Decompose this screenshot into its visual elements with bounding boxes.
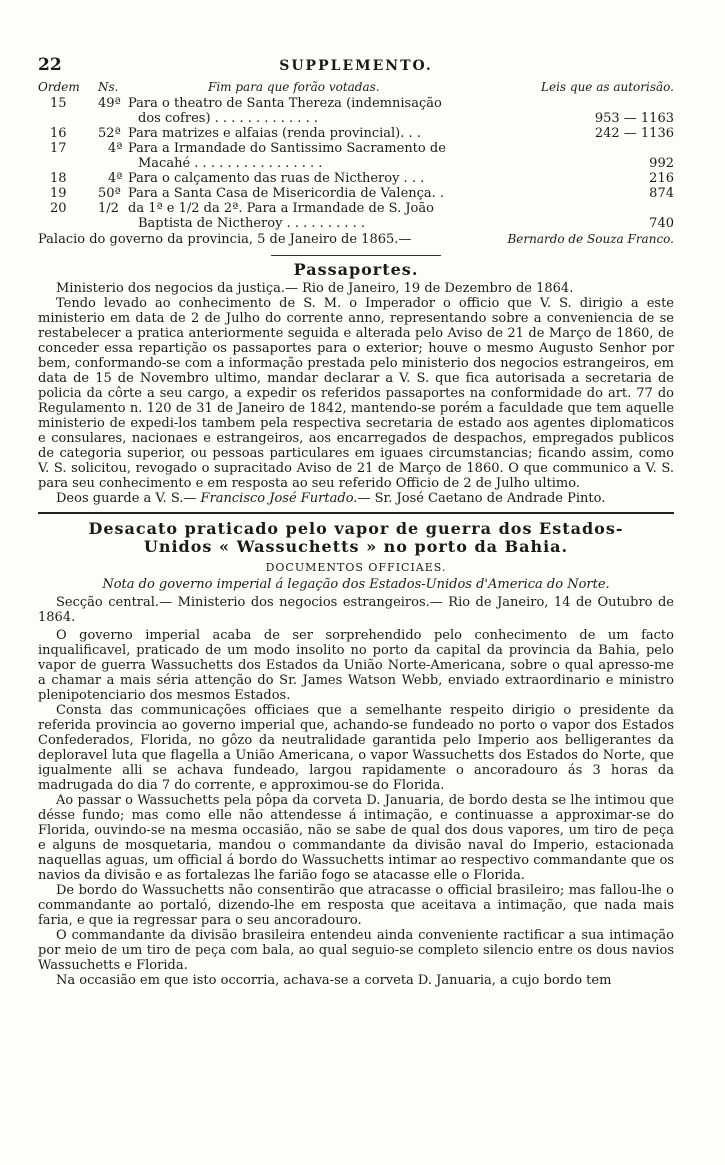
appropriations-table: [38, 96, 674, 247]
page-header: [38, 55, 674, 78]
signature-souza-franco: Bernardo de Souza Franco.: [507, 232, 674, 246]
palacio-line: Palacio do governo da provincia, 5 de Janeiro de 1865.— Bernardo de Souza Franco.: [38, 232, 674, 247]
table-column-headers: [38, 78, 674, 96]
section-title-passaportes: Passaportes.: [293, 260, 419, 279]
document-page: [38, 55, 674, 988]
paragraph: Secção central.— Ministerio dos negocios estrangeiros.— Rio de Janeiro, 14 de Outubro de 1864.: [38, 595, 674, 625]
section-rule: [271, 255, 441, 256]
documents-heading: DOCUMENTOS OFFICIAES.: [265, 561, 447, 574]
table-row: dos cofres) . . . . . . . . . . . . . 953 — 1163: [138, 111, 674, 126]
paragraph: O governo imperial acaba de ser sorprehendido pelo conhecimento de um facto inqualificavel, praticado de um modo insolito no porto da capital da provincia da Bahia, pelo vapor de guerra Wassuchetts dos Estados da União Norte-Americana, sobre o qual apresso-me a chamar a mais séria attenção do Sr. James Watson Webb, enviado extraordinario e ministro plenipotenciario dos mesmos Estados.: [38, 628, 674, 703]
section-divider: [38, 512, 674, 514]
signature-furtado: Francisco José Furtado.: [200, 491, 358, 506]
col-ns: Ns.: [98, 80, 119, 94]
paragraph: Na occasião em que isto occorria, achava-se a corveta D. Januaria, a cujo bordo tem: [56, 973, 612, 988]
table-row: 19 50ª Para a Santa Casa de Misericordia de Valença. . 874: [50, 186, 674, 201]
col-ordem: Ordem: [38, 80, 80, 94]
table-row: 16 52ª Para matrizes e alfaias (renda provincial). . . 242 — 1136: [50, 126, 674, 141]
table-row: 17 4ª Para a Irmandade do Santissimo Sacramento de: [50, 141, 446, 156]
col-leis: Leis que as autorisão.: [541, 80, 674, 94]
paragraph: Ministerio dos negocios da justiça.— Rio de Janeiro, 19 de Dezembro de 1864.: [56, 281, 574, 296]
table-row: Baptista de Nictheroy . . . . . . . . . . 740: [138, 216, 674, 231]
table-row: Macahé . . . . . . . . . . . . . . . . 992: [138, 156, 674, 171]
col-fim: Fim para que forão votadas.: [208, 80, 380, 94]
running-title: SUPPLEMENTO.: [279, 58, 433, 74]
paragraph: De bordo do Wassuchetts não consentirão que atracasse o official brasileiro; mas fallou-lhe o commandante ao portaló, dizendo-lhe em resposta que aceitava a intimação, que nada mais faria, e que ia regressar para o seu ancoradouro.: [38, 883, 674, 928]
paragraph: O commandante da divisão brasileira entendeu ainda conveniente ractificar a sua intimação por meio de um tiro de peça com bala, ao qual seguio-se completo silencio entre os dous navios Wassuchetts e Florida.: [38, 928, 674, 973]
page-number: 22: [38, 55, 62, 75]
paragraph: Tendo levado ao conhecimento de S. M. o Imperador o officio que V. S. dirigio a este ministerio em data de 2 de Julho do corrente anno, representando sobre a conveniencia de se restabelecer a pratica anteriormente seguida e alterada pelo Aviso de 21 de Março de 1860, de conceder essa repartição os passaportes para o exterior; houve o mesmo Augusto Senhor por bem, conformando-se com a informação prestada pelo ministerio dos negocios estrangeiros, em data de 15 de Novembro ultimo, mandar declarar a V. S. que fica autorisada a secretaria de policia da côrte a seu cargo, a expedir os referidos passaportes na conformidade do art. 77 do Regulamento n. 120 de 31 de Janeiro de 1842, mantendo-se porém a faculdade que tem aquelle ministerio de expedi-los tambem pela respectiva secretaria de estado aos agentes diplomaticos e consulares, nacionaes e estrangeiros, aos encarregados de despachos, empregados publicos de categoria superior, ou pessoas particulares em iguaes circumstancias; ficando assim, como V. S. solicitou, revogado o supracitado Aviso de 21 de Março de 1860. O que communico a V. S. para seu conhecimento e em resposta ao seu referido Officio de 2 de Julho ultimo.: [38, 296, 674, 491]
paragraph: Ao passar o Wassuchetts pela pôpa da corveta D. Januaria, de bordo desta se lhe intimou que désse fundo; mas como elle não attendesse á intimação, e continuasse a approximar-se do Florida, ouvindo-se na mesma occasião, não se sabe de qual dos dous vapores, um tiro de peça e alguns de mosquetaria, mandou o commandante da divisão naval do Imperio, estacionada naquellas aguas, um official á bordo do Wassuchetts intimar ao respectivo commandante que os navios da divisão e as fortalezas lhe farião fogo se atacasse elle o Florida.: [38, 793, 674, 883]
nota-heading: Nota do governo imperial á legação dos Estados-Unidos d'America do Norte.: [102, 577, 610, 592]
table-row: 18 4ª Para o calçamento das ruas de Nictheroy . . . 216: [50, 171, 674, 186]
paragraph: Consta das communicações officiaes que a semelhante respeito dirigio o presidente da referida provincia ao governo imperial que, achando-se fundeado no porto o vapor dos Estados Confederados, Florida, no gôzo da neutralidade garantida pelo Imperio aos belligerantes da deploravel luta que flagella a União Americana, o vapor Wassuchetts dos Estados do Norte, que igualmente alli se achava fundeado, largou rapidamente o ancoradouro ás 3 horas da madrugada do dia 7 do corrente, e approximou-se do Florida.: [38, 703, 674, 793]
section-title-desacato: Desacato praticado pelo vapor de guerra dos Estados- Unidos « Wassuchetts » no porto da Bahia.: [88, 519, 624, 556]
table-row: 15 49ª Para o theatro de Santa Thereza (indemnisação: [50, 96, 442, 111]
closing-line: Deos guarde a V. S.— Francisco José Furtado.— Sr. José Caetano de Andrade Pinto.: [56, 491, 606, 506]
table-row: 20 1/2 da 1ª e 1/2 da 2ª. Para a Irmandade de S. João: [50, 201, 434, 216]
